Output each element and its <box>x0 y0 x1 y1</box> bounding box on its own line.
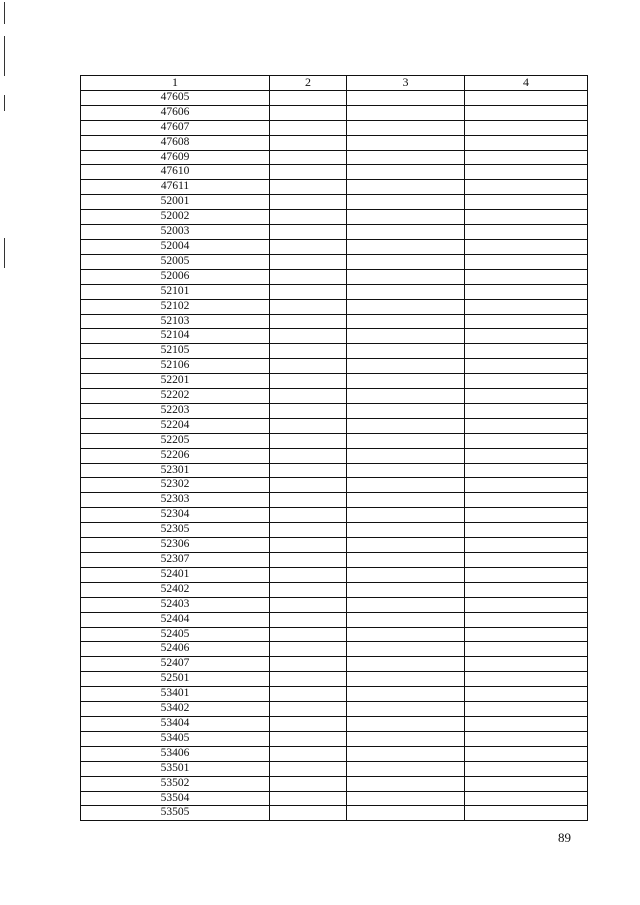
empty-cell-col-4 <box>465 657 588 672</box>
table-row <box>81 493 588 508</box>
table-row <box>81 344 588 359</box>
empty-cell-col-4 <box>465 284 588 299</box>
table-row <box>81 105 588 120</box>
empty-cell-col-3 <box>347 523 465 538</box>
table-row <box>81 210 588 225</box>
code-cell: 47606 <box>81 105 270 120</box>
empty-cell-col-3 <box>347 493 465 508</box>
empty-cell-col-3 <box>347 731 465 746</box>
empty-cell-col-4 <box>465 702 588 717</box>
empty-cell-col-3 <box>347 642 465 657</box>
table-row <box>81 627 588 642</box>
empty-cell-col-4 <box>465 90 588 105</box>
code-cell: 52301 <box>81 463 270 478</box>
table-row <box>81 553 588 568</box>
empty-cell-col-2 <box>270 299 347 314</box>
empty-cell-col-2 <box>270 582 347 597</box>
table-row <box>81 135 588 150</box>
code-cell: 52001 <box>81 195 270 210</box>
page-number: 89 <box>558 830 571 845</box>
table-row <box>81 90 588 105</box>
empty-cell-col-3 <box>347 657 465 672</box>
empty-cell-col-2 <box>270 538 347 553</box>
empty-cell-col-2 <box>270 269 347 284</box>
table-row <box>81 433 588 448</box>
empty-cell-col-4 <box>465 672 588 687</box>
table-row <box>81 284 588 299</box>
empty-cell-col-3 <box>347 403 465 418</box>
empty-cell-col-3 <box>347 120 465 135</box>
empty-cell-col-4 <box>465 478 588 493</box>
empty-cell-col-4 <box>465 180 588 195</box>
code-cell: 52103 <box>81 314 270 329</box>
code-cell: 52403 <box>81 597 270 612</box>
table-row <box>81 716 588 731</box>
empty-cell-col-3 <box>347 627 465 642</box>
empty-cell-col-2 <box>270 418 347 433</box>
empty-cell-col-3 <box>347 553 465 568</box>
table-row <box>81 463 588 478</box>
empty-cell-col-2 <box>270 374 347 389</box>
empty-cell-col-3 <box>347 508 465 523</box>
scan-mark <box>4 2 5 24</box>
code-cell: 52204 <box>81 418 270 433</box>
empty-cell-col-2 <box>270 761 347 776</box>
empty-cell-col-4 <box>465 567 588 582</box>
empty-cell-col-4 <box>465 299 588 314</box>
empty-cell-col-3 <box>347 254 465 269</box>
empty-cell-col-4 <box>465 746 588 761</box>
empty-cell-col-2 <box>270 210 347 225</box>
table-row <box>81 702 588 717</box>
table-row <box>81 389 588 404</box>
code-cell: 53405 <box>81 731 270 746</box>
code-cell: 52305 <box>81 523 270 538</box>
empty-cell-col-4 <box>465 418 588 433</box>
code-cell: 52405 <box>81 627 270 642</box>
code-cell: 52307 <box>81 553 270 568</box>
empty-cell-col-3 <box>347 597 465 612</box>
empty-cell-col-3 <box>347 180 465 195</box>
empty-cell-col-3 <box>347 165 465 180</box>
table-row <box>81 225 588 240</box>
empty-cell-col-2 <box>270 284 347 299</box>
empty-cell-col-3 <box>347 538 465 553</box>
empty-cell-col-3 <box>347 448 465 463</box>
code-cell: 52302 <box>81 478 270 493</box>
empty-cell-col-4 <box>465 195 588 210</box>
empty-cell-col-3 <box>347 672 465 687</box>
table-row <box>81 776 588 791</box>
empty-cell-col-2 <box>270 463 347 478</box>
empty-cell-col-3 <box>347 329 465 344</box>
column-header-2: 2 <box>270 76 347 91</box>
empty-cell-col-4 <box>465 374 588 389</box>
code-cell: 53402 <box>81 702 270 717</box>
code-cell: 53504 <box>81 791 270 806</box>
table-row <box>81 359 588 374</box>
table-row <box>81 612 588 627</box>
code-cell: 47605 <box>81 90 270 105</box>
table-row <box>81 329 588 344</box>
code-cell: 52201 <box>81 374 270 389</box>
empty-cell-col-3 <box>347 433 465 448</box>
empty-cell-col-2 <box>270 195 347 210</box>
empty-cell-col-3 <box>347 791 465 806</box>
empty-cell-col-4 <box>465 553 588 568</box>
empty-cell-col-4 <box>465 791 588 806</box>
code-cell: 52006 <box>81 269 270 284</box>
table-row <box>81 508 588 523</box>
empty-cell-col-4 <box>465 731 588 746</box>
empty-cell-col-3 <box>347 746 465 761</box>
empty-cell-col-3 <box>347 90 465 105</box>
empty-cell-col-2 <box>270 567 347 582</box>
empty-cell-col-3 <box>347 389 465 404</box>
empty-cell-col-3 <box>347 195 465 210</box>
empty-cell-col-2 <box>270 120 347 135</box>
empty-cell-col-4 <box>465 776 588 791</box>
empty-cell-col-4 <box>465 269 588 284</box>
code-cell: 52401 <box>81 567 270 582</box>
empty-cell-col-3 <box>347 225 465 240</box>
code-cell: 52304 <box>81 508 270 523</box>
empty-cell-col-2 <box>270 105 347 120</box>
empty-cell-col-4 <box>465 359 588 374</box>
table-row <box>81 582 588 597</box>
table-row <box>81 418 588 433</box>
empty-cell-col-4 <box>465 538 588 553</box>
table-row <box>81 731 588 746</box>
empty-cell-col-2 <box>270 612 347 627</box>
empty-cell-col-3 <box>347 567 465 582</box>
empty-cell-col-4 <box>465 150 588 165</box>
code-cell: 52102 <box>81 299 270 314</box>
empty-cell-col-2 <box>270 344 347 359</box>
table-row <box>81 150 588 165</box>
code-cell: 52404 <box>81 612 270 627</box>
data-table <box>80 75 588 821</box>
table-row <box>81 403 588 418</box>
table-row <box>81 791 588 806</box>
empty-cell-col-4 <box>465 493 588 508</box>
table-row <box>81 254 588 269</box>
empty-cell-col-2 <box>270 448 347 463</box>
code-cell: 53501 <box>81 761 270 776</box>
empty-cell-col-2 <box>270 314 347 329</box>
code-cell: 47608 <box>81 135 270 150</box>
table-row <box>81 746 588 761</box>
empty-cell-col-4 <box>465 389 588 404</box>
empty-cell-col-2 <box>270 523 347 538</box>
code-cell: 52101 <box>81 284 270 299</box>
empty-cell-col-2 <box>270 329 347 344</box>
table-row <box>81 538 588 553</box>
empty-cell-col-4 <box>465 687 588 702</box>
empty-cell-col-4 <box>465 627 588 642</box>
empty-cell-col-4 <box>465 135 588 150</box>
empty-cell-col-2 <box>270 553 347 568</box>
empty-cell-col-4 <box>465 210 588 225</box>
empty-cell-col-2 <box>270 702 347 717</box>
code-cell: 52105 <box>81 344 270 359</box>
empty-cell-col-3 <box>347 687 465 702</box>
empty-cell-col-4 <box>465 329 588 344</box>
code-cell: 47610 <box>81 165 270 180</box>
table-row <box>81 180 588 195</box>
code-cell: 52406 <box>81 642 270 657</box>
empty-cell-col-4 <box>465 165 588 180</box>
column-header-3: 3 <box>347 76 465 91</box>
empty-cell-col-4 <box>465 612 588 627</box>
code-cell: 53406 <box>81 746 270 761</box>
empty-cell-col-2 <box>270 672 347 687</box>
table-row <box>81 195 588 210</box>
scan-mark <box>4 36 5 76</box>
empty-cell-col-4 <box>465 642 588 657</box>
column-header-1: 1 <box>81 76 270 91</box>
empty-cell-col-4 <box>465 120 588 135</box>
empty-cell-col-3 <box>347 269 465 284</box>
empty-cell-col-2 <box>270 239 347 254</box>
code-cell: 52203 <box>81 403 270 418</box>
empty-cell-col-4 <box>465 761 588 776</box>
empty-cell-col-3 <box>347 210 465 225</box>
table-body <box>81 90 588 820</box>
empty-cell-col-4 <box>465 597 588 612</box>
empty-cell-col-3 <box>347 761 465 776</box>
empty-cell-col-2 <box>270 687 347 702</box>
empty-cell-col-4 <box>465 433 588 448</box>
empty-cell-col-4 <box>465 314 588 329</box>
code-cell: 52202 <box>81 389 270 404</box>
empty-cell-col-3 <box>347 314 465 329</box>
empty-cell-col-3 <box>347 135 465 150</box>
table-row <box>81 567 588 582</box>
table-row <box>81 314 588 329</box>
empty-cell-col-3 <box>347 702 465 717</box>
code-cell: 47607 <box>81 120 270 135</box>
empty-cell-col-4 <box>465 716 588 731</box>
code-cell: 52501 <box>81 672 270 687</box>
table-row <box>81 597 588 612</box>
empty-cell-col-3 <box>347 478 465 493</box>
table-row <box>81 269 588 284</box>
empty-cell-col-2 <box>270 493 347 508</box>
empty-cell-col-2 <box>270 90 347 105</box>
code-cell: 52205 <box>81 433 270 448</box>
table-row <box>81 478 588 493</box>
empty-cell-col-3 <box>347 359 465 374</box>
table-row <box>81 642 588 657</box>
empty-cell-col-2 <box>270 359 347 374</box>
empty-cell-col-2 <box>270 225 347 240</box>
code-cell: 52402 <box>81 582 270 597</box>
table-row <box>81 657 588 672</box>
empty-cell-col-2 <box>270 657 347 672</box>
empty-cell-col-3 <box>347 776 465 791</box>
table-row <box>81 687 588 702</box>
empty-cell-col-2 <box>270 791 347 806</box>
table-row <box>81 239 588 254</box>
code-cell: 52104 <box>81 329 270 344</box>
empty-cell-col-3 <box>347 612 465 627</box>
empty-cell-col-4 <box>465 582 588 597</box>
code-cell: 53502 <box>81 776 270 791</box>
table-row <box>81 374 588 389</box>
code-cell: 52303 <box>81 493 270 508</box>
empty-cell-col-2 <box>270 642 347 657</box>
code-cell: 52306 <box>81 538 270 553</box>
scan-mark <box>4 95 5 111</box>
code-cell: 52004 <box>81 239 270 254</box>
empty-cell-col-2 <box>270 389 347 404</box>
empty-cell-col-3 <box>347 299 465 314</box>
empty-cell-col-3 <box>347 463 465 478</box>
code-cell: 52003 <box>81 225 270 240</box>
empty-cell-col-4 <box>465 239 588 254</box>
empty-cell-col-2 <box>270 150 347 165</box>
empty-cell-col-2 <box>270 806 347 821</box>
code-cell: 53401 <box>81 687 270 702</box>
empty-cell-col-3 <box>347 374 465 389</box>
code-cell: 53404 <box>81 716 270 731</box>
empty-cell-col-2 <box>270 716 347 731</box>
empty-cell-col-3 <box>347 105 465 120</box>
empty-cell-col-2 <box>270 627 347 642</box>
empty-cell-col-4 <box>465 403 588 418</box>
empty-cell-col-3 <box>347 150 465 165</box>
column-header-4: 4 <box>465 76 588 91</box>
table-row <box>81 761 588 776</box>
code-cell: 52407 <box>81 657 270 672</box>
code-cell: 47609 <box>81 150 270 165</box>
table-row <box>81 523 588 538</box>
table-row <box>81 806 588 821</box>
empty-cell-col-2 <box>270 433 347 448</box>
table-row <box>81 120 588 135</box>
empty-cell-col-2 <box>270 597 347 612</box>
table-row <box>81 299 588 314</box>
empty-cell-col-4 <box>465 225 588 240</box>
code-cell: 47611 <box>81 180 270 195</box>
empty-cell-col-2 <box>270 508 347 523</box>
empty-cell-col-4 <box>465 463 588 478</box>
empty-cell-col-2 <box>270 403 347 418</box>
empty-cell-col-2 <box>270 746 347 761</box>
empty-cell-col-3 <box>347 344 465 359</box>
empty-cell-col-2 <box>270 776 347 791</box>
empty-cell-col-2 <box>270 135 347 150</box>
empty-cell-col-3 <box>347 418 465 433</box>
code-cell: 52002 <box>81 210 270 225</box>
empty-cell-col-2 <box>270 731 347 746</box>
empty-cell-col-4 <box>465 806 588 821</box>
empty-cell-col-4 <box>465 523 588 538</box>
scan-mark <box>4 238 5 268</box>
empty-cell-col-4 <box>465 344 588 359</box>
code-cell: 53505 <box>81 806 270 821</box>
header-row <box>81 76 588 91</box>
empty-cell-col-3 <box>347 716 465 731</box>
empty-cell-col-3 <box>347 284 465 299</box>
empty-cell-col-3 <box>347 582 465 597</box>
empty-cell-col-2 <box>270 180 347 195</box>
table-row <box>81 448 588 463</box>
empty-cell-col-4 <box>465 254 588 269</box>
code-cell: 52005 <box>81 254 270 269</box>
empty-cell-col-4 <box>465 508 588 523</box>
empty-cell-col-3 <box>347 239 465 254</box>
code-cell: 52106 <box>81 359 270 374</box>
empty-cell-col-4 <box>465 448 588 463</box>
table-row <box>81 165 588 180</box>
empty-cell-col-2 <box>270 254 347 269</box>
empty-cell-col-3 <box>347 806 465 821</box>
table-row <box>81 672 588 687</box>
empty-cell-col-2 <box>270 165 347 180</box>
code-cell: 52206 <box>81 448 270 463</box>
empty-cell-col-4 <box>465 105 588 120</box>
empty-cell-col-2 <box>270 478 347 493</box>
